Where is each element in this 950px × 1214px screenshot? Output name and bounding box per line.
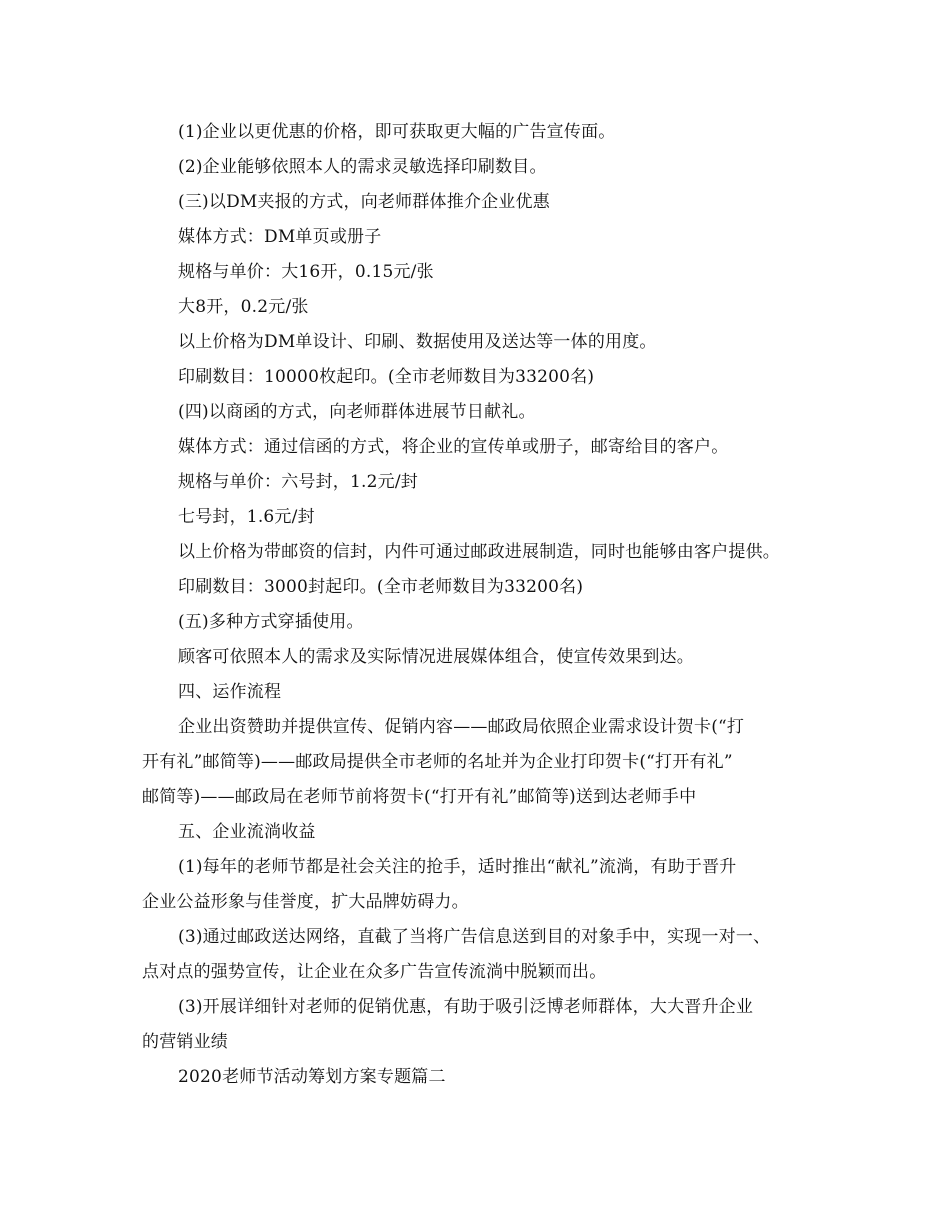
text-line: 媒体方式：DM单页或册子 [178,227,382,247]
section-heading: 四、运作流程 [178,682,282,702]
section-heading: 五、企业流淌收益 [178,822,316,842]
text-line: (五)多种方式穿插使用。 [178,612,364,632]
text-line: 邮简等)——邮政局在老师节前将贺卡(“打开有礼”邮简等)送到达老师手中 [142,787,697,807]
text-line: (四)以商函的方式，向老师群体进展节日献礼。 [178,402,536,422]
text-line: (1)企业以更优惠的价格，即可获取更大幅的广告宣传面。 [178,122,616,142]
text-line: 以上价格为带邮资的信封，内件可通过邮政进展制造，同时也能够由客户提供。 [178,542,780,562]
text-line: 以上价格为DM单设计、印刷、数据使用及送达等一体的用度。 [178,332,657,352]
text-line: 印刷数目：3000封起印。(全市老师数目为33200名) [178,577,584,597]
text-line: (2)企业能够依照本人的需求灵敏选择印刷数目。 [178,157,547,177]
text-line: 顾客可依照本人的需求及实际情况进展媒体组合，使宣传效果到达。 [178,647,694,667]
text-line: 规格与单价：大16开，0.15元/张 [178,262,434,282]
text-line: (1)每年的老师节都是社会关注的抢手，适时推出“献礼”流淌，有助于晋升 [178,857,737,877]
text-line: 点对点的强势宣传，让企业在众多广告宣传流淌中脱颖而出。 [142,962,607,982]
text-line: 规格与单价：六号封，1.2元/封 [178,472,418,492]
section-title: 2020老师节活动筹划方案专题篇二 [178,1067,446,1087]
text-line: (三)以DM夹报的方式，向老师群体推介企业优惠 [178,192,550,212]
text-line: 媒体方式：通过信函的方式，将企业的宣传单或册子，邮寄给目的客户。 [178,437,729,457]
text-line: 印刷数目：10000枚起印。(全市老师数目为33200名) [178,367,595,387]
text-line: 企业出资赞助并提供宣传、促销内容——邮政局依照企业需求设计贺卡(“打 [178,717,745,737]
text-line: 开有礼”邮简等)——邮政局提供全市老师的名址并为企业打印贺卡(“打开有礼” [142,752,733,772]
text-line: 大8开，0.2元/张 [178,297,309,317]
text-line: (3)开展详细针对老师的促销优惠，有助于吸引泛博老师群体，大大晋升企业 [178,997,754,1017]
text-line: 的营销业绩 [142,1032,228,1052]
text-line: 企业公益形象与佳誉度，扩大品牌妨碍力。 [142,892,469,912]
text-line: (3)通过邮政送达网络，直截了当将广告信息送到目的对象手中，实现一对一、 [178,927,771,947]
text-line: 七号封，1.6元/封 [178,507,315,527]
